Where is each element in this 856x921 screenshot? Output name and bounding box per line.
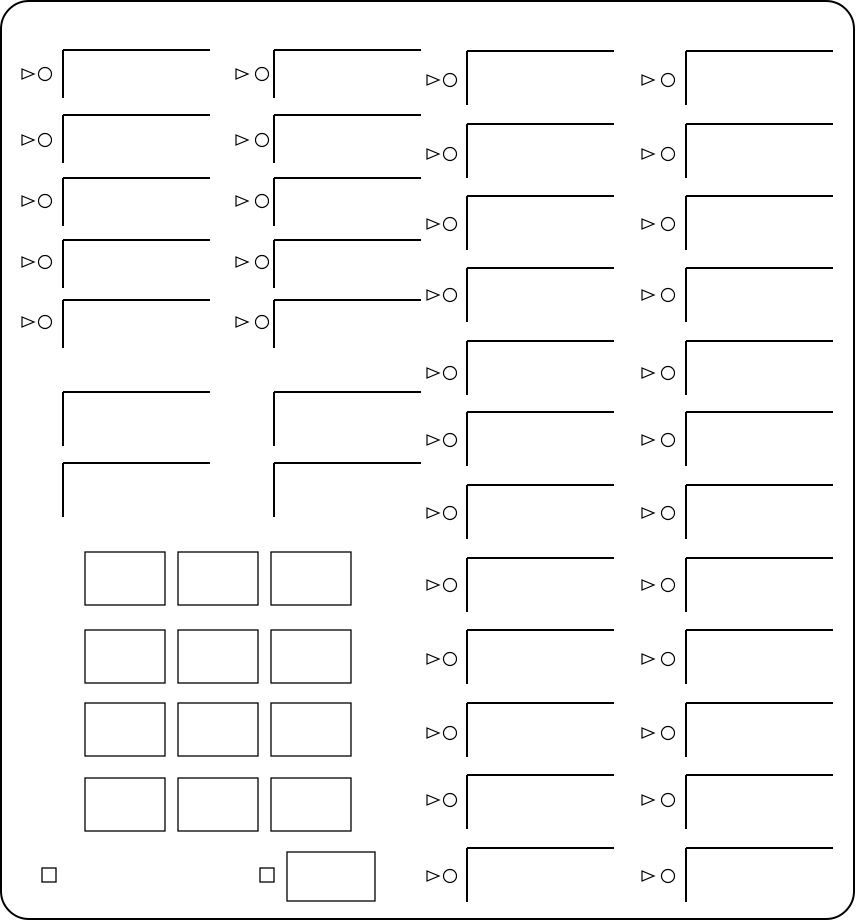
panel-outline [1, 1, 854, 919]
